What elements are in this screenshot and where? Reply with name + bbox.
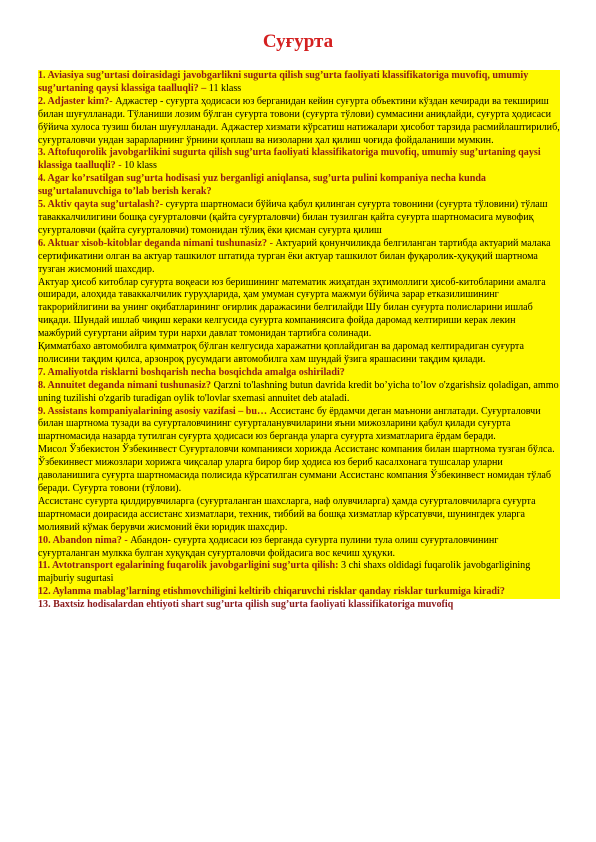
- answer-text: 10 klass: [121, 160, 157, 172]
- question-block: [38, 238, 560, 277]
- question-text: 2. Adjaster kim?-: [38, 95, 113, 107]
- question-text: 4. Agar ko’rsatilgan sug’urta hodisasi yuz berganligi aniqlansa, sug’urta pulini kompaniya necha kunda sug’urtalanuvchiga to’lab berish kerak?: [38, 173, 486, 198]
- question-text: 9. Assistans kompaniyalarining asosiy vazifasi – bu…: [38, 405, 268, 417]
- answer-text: Абандон- суғурта ҳодисаси юз берганда суғурта пулини тула олиш суғурталовчининг суғурталанган мулкка булган хуқуқдан суғурталовчи фойдасига вос кечиш ҳуқуки.: [38, 534, 499, 559]
- question-text: 3. Aftofuqorolik javobgarlikini sugurta qilish sug’urta faoliyati klassifikatoriga muvofiq, umumiy sug’urtaning qaysi klassiga taalluqli? -: [38, 147, 541, 172]
- question-text: 7. Amaliyotda risklarni boshqarish necha bosqichda amalga oshiriladi?: [38, 366, 345, 378]
- answer-text: Мисол Ўзбекистон Ўзбекинвест Суғурталовчи компанияси хорижда Ассистанс компания билан шартнома тузган бўлса. Ўзбекинвест мижозлари хорижга чиқсалар уларга бирор бир ҳодиса юз бериб касалхонага тушсалар уларни даволанишига суғурта шартномасида полисида кўрсатилган суммани Ассистанс компания Ўзбекинвест номидан тўлаб беради. Суғурта товони (тўлови).: [38, 444, 555, 494]
- answer-text: 11 klass: [206, 82, 242, 94]
- question-block: [38, 147, 560, 173]
- answer-paragraph: [38, 277, 560, 342]
- question-block: [38, 406, 560, 445]
- document-body: [38, 70, 560, 612]
- answer-text: Ассистанс суғурта қилдирувчиларга (суғурталанган шахсларга, наф олувчиларга) ҳамда суғурталовчиларга суғурта шартномаси доирасида ассистанс хизматлари, техник, тиббий ва бошқа хизматлар кўрсатувчи, шунингдек уларга молиявий кўмак берувчи жисмоний ёки юридик шахсдир.: [38, 495, 536, 533]
- question-block: [38, 199, 560, 238]
- question-text: 11. Avtotransport egalarining fuqarolik javobgarligini sug’urta qilish:: [38, 560, 339, 572]
- answer-text: Аджастер - суғурта ҳодисаси юз берганидан кейин суғурта объектини кўздан кечиради ва текшириш билан шуғулланади. Тўланиши лозим бўлган суғурта товони (суғурта тўлови) суммасини аниқлайди, суғурта ҳодисаси бўйича хулоса тузиш билан шуғулланади. Аджастер хизмати кўрсатиш натижалари ҳисобот тарзида расмийлаштирилиб, суғурталовчи ундан зарарларнинг ўрнини қоплаш ва низоларни ҳал қилиш чоғида фойдаланиши мумкин.: [38, 95, 560, 146]
- question-block: [38, 380, 560, 406]
- question-block: [38, 173, 560, 199]
- question-text: 12. Aylanma mablag’larning etishmovchiligini keltirib chiqaruvchi risklar qanday risklar turkumiga kiradi?: [38, 586, 505, 598]
- question-text: 1. Aviasiya sug’urtasi doirasidagi javobgarlikni sugurta qilish sug’urta faoliyati klassifikatoriga muvofiq, umumiy sug’urtaning qaysi klassiga taalluqli? –: [38, 70, 529, 94]
- answer-text: 3 chi shaxs oldidagi fuqarolik javobgarligining majburiy sugurtasi: [38, 560, 531, 585]
- question-text: 5. Aktiv qayta sug’urtalash?-: [38, 199, 164, 211]
- question-block: [38, 535, 560, 561]
- question-text: 6. Aktuar xisob-kitoblar deganda nimani tushunasiz? -: [38, 237, 273, 249]
- question-block: [38, 367, 560, 380]
- question-text: 8. Annuitet deganda nimani tushunasiz?: [38, 379, 212, 391]
- answer-text: Актуарий қонунчиликда белгиланган тартибда актуарий малака сертификатини олган ва актуар ташкилот штатида турган ёки актуар ташкилот билан фуқаролик-ҳуқуқий шартнома тузган жисмоний шахсдир.: [38, 237, 551, 275]
- answer-paragraph: [38, 444, 560, 496]
- question-block: [38, 70, 560, 96]
- question-text: 10. Abandon nima? -: [38, 534, 128, 546]
- answer-text: Qarzni to'lashning butun davrida kredit bo’yicha to’lov o'zgarishsiz qoladigan, ammo uning tuzilishi o'zgarib turadigan oylik to'lovlar sxemasi annuitet deb ataladi.: [38, 379, 559, 404]
- answer-text: суғурта шартномаси бўйича қабул қилинган суғурта товонини (суғурта тўловини) тўлаш таваккалчилигини бошқа суғурталовчи (қайта суғурталовчи) билан тузилган қайта суғурта шартномасига мувофиқ суғурталовчи (қайта суғурталовчи) томонидан тўлиқ ёки қисман суғурта қилиш: [38, 199, 548, 236]
- answer-paragraph: [38, 341, 560, 367]
- question-block: [38, 560, 560, 586]
- page-title: Суғурта: [262, 31, 334, 52]
- answer-paragraph: [38, 496, 560, 535]
- answer-text: Ассистанс бу ёрдамчи деган маънони англатади. Суғурталовчи билан шартнома тузади ва суғурталовчининг суғурталанувчиларини яъни мижозларини қабул қилади суғурта шартномасида назарда тутилган суғурта ҳодисаси юз берганда уларга суғурта хизматларига ёрдам беради.: [38, 405, 541, 443]
- answer-text: Актуар ҳисоб китоблар суғурта воқеаси юз беришининг математик жиҳатдан эҳтимоллиги ҳисоб-китобларини амалга оширади, алоҳида таваккалчилик гуруҳларида, ҳам умуман суғурта мажмуи бўйича зарар етказилишининг такрорийлигини ва унинг оқибатларининг оғирлик даражасини белгилайди Шу билан суғурта полисларини ишлаб чиқади. Шундай ишлаб чиқиш кераки келгусида суғурта компаниясига фойда даромад келтириши керак лекин мажбурий суғуртани айрим тури нархи давлат томонидан тартибга солинади.: [38, 276, 546, 340]
- question-block: [38, 96, 560, 148]
- question-block: [38, 586, 560, 599]
- answer-text: Қимматбахо автомобилга қимматроқ бўлган келгусида харажатни қоплайдиган ва даромад келтирадиган суғурта полисини тақдим қилса, арзонроқ русумдаги автомобилга хам шундай ўзига ярашасини тақдим қилади.: [38, 341, 524, 365]
- question-block: [38, 599, 560, 612]
- question-text: 13. Baxtsiz hodisalardan ehtiyoti shart sug’urta qilish sug’urta faoliyati klassifikatoriga muvofiq: [38, 599, 454, 611]
